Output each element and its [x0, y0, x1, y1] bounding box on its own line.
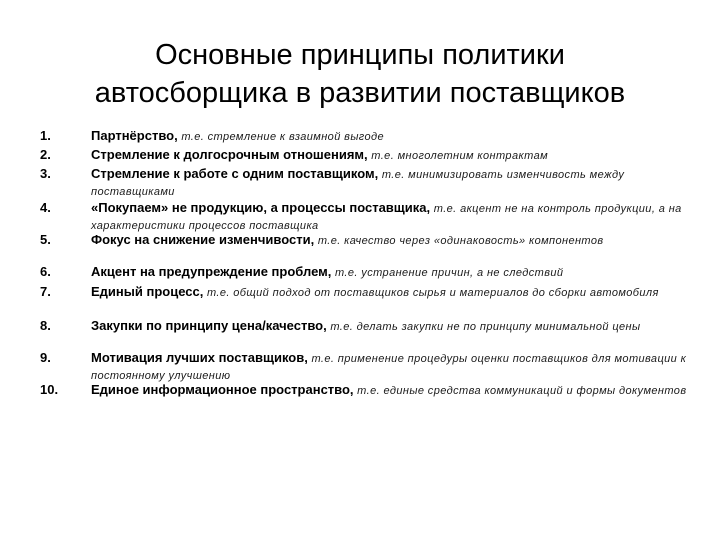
item-number: 9. [40, 350, 51, 365]
item-number: 4. [40, 200, 51, 215]
item-text [91, 264, 689, 281]
item-note: т.е. общий подход от поставщиков сырья и материалов до сборки автомобиля [206, 287, 659, 299]
item-heading: Закупки по принципу цена/качество, [91, 318, 327, 333]
item-text [91, 284, 689, 301]
item-heading: Единое информационное пространство, [91, 382, 354, 397]
item-heading: Единый процесс, [91, 284, 204, 299]
item-note: т.е. многолетним контрактам [371, 150, 549, 162]
item-heading: Фокус на снижение изменчивости, [91, 232, 315, 247]
item-text [91, 318, 689, 335]
item-number: 3. [40, 166, 51, 181]
item-note: т.е. качество через «одинаковость» компонентов [317, 235, 604, 247]
item-note: т.е. единые средства коммуникаций и формы документов [357, 385, 687, 397]
item-note: т.е. применение процедуры оценки поставщиков для мотивации к постоянному улучшению [91, 353, 687, 382]
item-number: 2. [40, 147, 51, 162]
item-heading: Партнёрство, [91, 128, 178, 143]
item-note: т.е. делать закупки не по принципу минимальной цены [330, 321, 641, 333]
item-text [91, 147, 689, 164]
item-text [91, 166, 689, 200]
item-number: 5. [40, 232, 51, 247]
item-heading: Стремление к долгосрочным отношениям, [91, 147, 368, 162]
item-number: 6. [40, 264, 51, 279]
item-note: т.е. минимизировать изменчивость между поставщиками [91, 169, 625, 198]
item-note: т.е. устранение причин, а не следствий [334, 267, 564, 279]
item-text [91, 350, 689, 384]
item-heading: Акцент на предупреждение проблем, [91, 264, 332, 279]
slide-title-line-1: Основные принципы политики [155, 39, 565, 71]
item-heading: «Покупаем» не продукцию, а процессы поставщика, [91, 200, 431, 215]
item-text [91, 200, 689, 234]
item-text [91, 128, 689, 145]
item-note: т.е. акцент не на контроль продукции, а на характеристики процессов поставщика [91, 203, 682, 232]
item-number: 8. [40, 318, 51, 333]
item-number: 1. [40, 128, 51, 143]
item-text [91, 232, 689, 249]
item-heading: Мотивация лучших поставщиков, [91, 350, 308, 365]
item-number: 10. [40, 382, 59, 397]
item-heading: Стремление к работе с одним поставщиком, [91, 166, 379, 181]
item-note: т.е. стремление к взаимной выгоде [181, 131, 385, 143]
slide-title-line-2: автосборщика в развитии поставщиков [94, 77, 626, 109]
item-text [91, 382, 689, 399]
item-number: 7. [40, 284, 51, 299]
